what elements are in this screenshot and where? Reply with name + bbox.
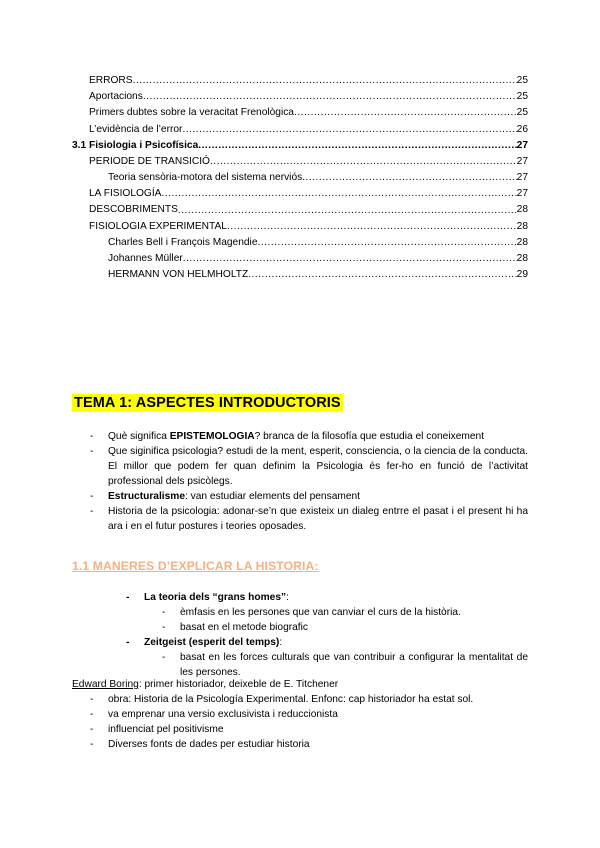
theory-title: - La teoria dels “grans homes”:	[72, 590, 528, 605]
list-item: - basat en les forces culturals que van contribuir a configurar la mentalitat de les persones.	[72, 650, 528, 680]
toc-entry[interactable]: PERIODE DE TRANSICIÓ ..... 27	[72, 154, 528, 170]
list-item: - obra: Historia de la Psicología Experimental. Enfonc: cap historiador ha estat sol.	[72, 692, 528, 707]
list-item: - Què significa EPISTEMOLOGIA? branca de la filosofía que estudia el coneixement	[72, 429, 528, 444]
boring-line: Edward Boring: primer historiador, deixeble de E. Titchener	[72, 679, 339, 690]
theories-list	[72, 590, 528, 680]
toc-entry-section[interactable]: 3.1 Fisiologia i Psicofísica ..... 27	[72, 138, 528, 154]
boring-list	[72, 692, 528, 752]
list-item: - influenciat pel positivisme	[72, 722, 528, 737]
chapter-heading: TEMA 1: ASPECTES INTRODUCTORIS	[74, 395, 341, 411]
list-item: - Que siginifica psicologia? estudi de la ment, esperit, consciencia, o la ciencia de la conducta. El millor que podem fer quan definim la Psicologia és fer-ho en funció de l’activitat professional dels psicòlegs.	[72, 444, 528, 489]
toc-entry[interactable]: ERRORS ..... 25	[72, 73, 528, 89]
list-item: - va emprenar una versio exclusivista i reduccionista	[72, 707, 528, 722]
list-item: - basat en el metode biografic	[72, 620, 528, 635]
toc-entry[interactable]: DESCOBRIMENTS ..... 28	[72, 203, 528, 219]
toc-entry[interactable]: LA FISIOLOGÍA ..... 27	[72, 186, 528, 202]
toc-entry[interactable]: FISIOLOGIA EXPERIMENTAL ..... 28	[72, 219, 528, 235]
toc-entry[interactable]: Charles Bell i François Magendie ..... 28	[72, 235, 528, 251]
toc-entry[interactable]: Johannes Müller ..... 28	[72, 251, 528, 267]
list-item: - èmfasis en les persones que van canviar el curs de la història.	[72, 605, 528, 620]
toc-entry[interactable]: Teoria sensòria-motora del sistema nerviós ..... 27	[72, 170, 528, 186]
toc-entry[interactable]: HERMANN VON HELMHOLTZ ..... 29	[72, 267, 528, 283]
list-item: - Estructuralisme: van estudiar elements del pensament	[72, 489, 528, 504]
table-of-contents	[72, 73, 528, 283]
list-item: - Historia de la psicologia: adonar-se’n que existeix un dialeg entrre el pasat i el present hi ha ara i en el futur postures i teories oposades.	[72, 504, 528, 534]
intro-list	[72, 429, 528, 534]
toc-entry[interactable]: Aportacions ..... 25	[72, 89, 528, 105]
list-item: - Diverses fonts de dades per estudiar historia	[72, 737, 528, 752]
toc-entry[interactable]: L’evidència de l’error ..... 26	[72, 122, 528, 138]
section-heading: 1.1 MANERES D’EXPLICAR LA HISTORIA:	[72, 559, 319, 573]
theory-title: - Zeitgeist (esperit del temps):	[72, 635, 528, 650]
toc-entry[interactable]: Primers dubtes sobre la veracitat Frenològica ..... 25	[72, 105, 528, 121]
